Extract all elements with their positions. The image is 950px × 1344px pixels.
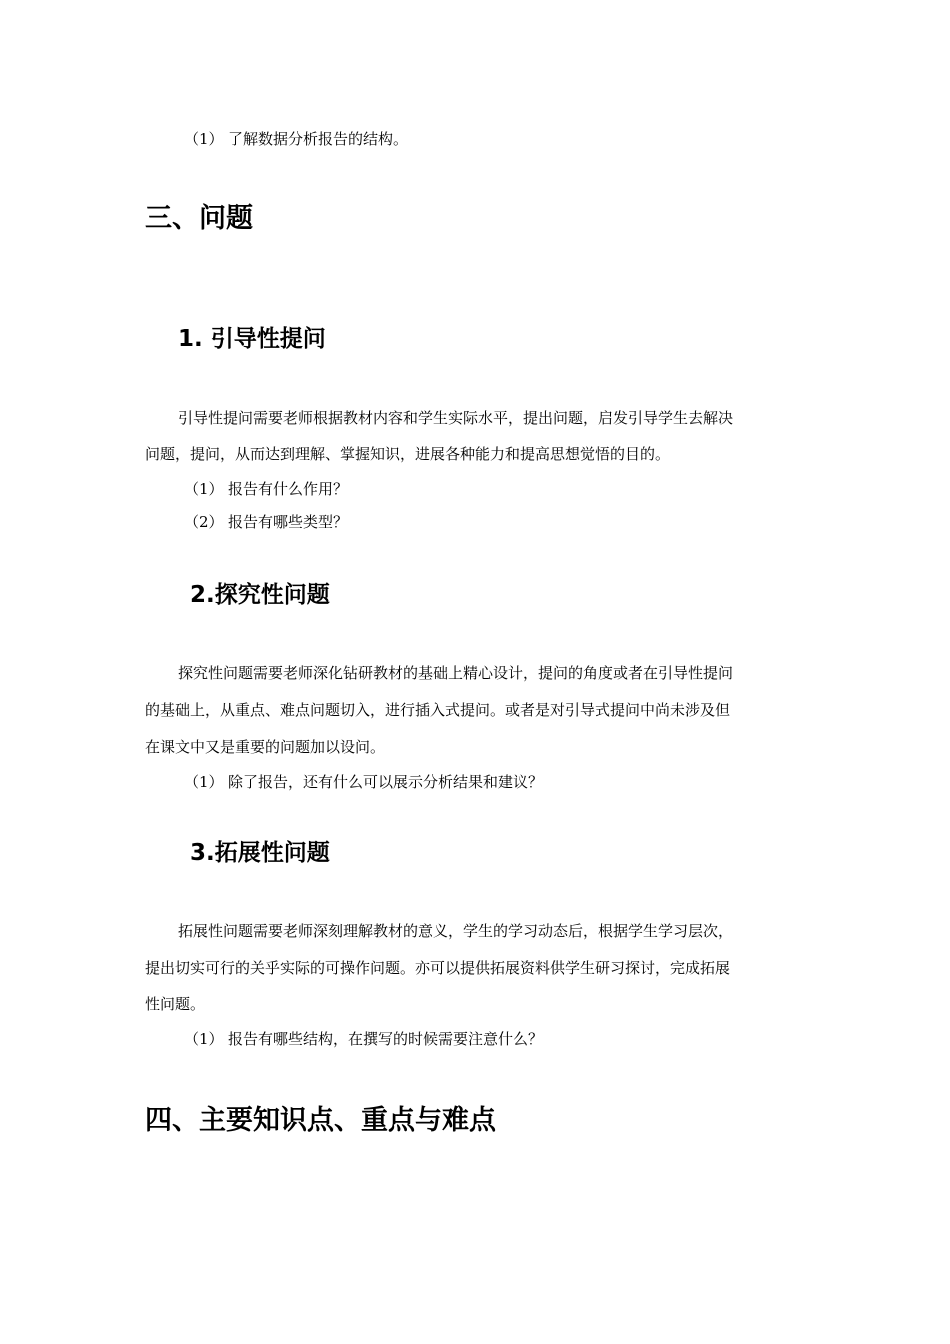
list-item: [184, 478, 348, 499]
list-text: 报告有什么作用？: [228, 480, 349, 498]
list-item: [184, 771, 543, 792]
paragraph-line: 引导性提问需要老师根据教材内容和学生实际水平，提出问题，启发引导学生去解决: [178, 409, 734, 427]
subheading-1: 1. 引导性提问: [178, 326, 326, 352]
paragraph-line: 拓展性问题需要老师深刻理解教材的意义，学生的学习动态后，根据学生学习层次，: [178, 922, 734, 940]
list-number: （1）: [184, 1030, 224, 1048]
list-item: [184, 1028, 543, 1049]
list-item: [184, 128, 408, 149]
paragraph-line: 的基础上，从重点、难点问题切入，进行插入式提问。或者是对引导式提问中尚未涉及但: [145, 701, 731, 719]
list-item: [184, 511, 348, 532]
subheading-2: 2.探究性问题: [190, 582, 330, 608]
paragraph-line: 在课文中又是重要的问题加以设问。: [145, 738, 386, 756]
list-number: （1）: [184, 773, 224, 791]
subheading-3: 3.拓展性问题: [190, 840, 330, 866]
list-text: 了解数据分析报告的结构。: [228, 130, 409, 148]
paragraph-line: 问题，提问，从而达到理解、掌握知识，进展各种能力和提高思想觉悟的目的。: [145, 445, 671, 463]
paragraph-line: 性问题。: [145, 995, 206, 1013]
paragraph-line: 提出切实可行的关乎实际的可操作问题。亦可以提供拓展资料供学生研习探讨，完成拓展: [145, 959, 731, 977]
paragraph-line: 探究性问题需要老师深化钻研教材的基础上精心设计，提问的角度或者在引导性提问: [178, 664, 734, 682]
list-text: 报告有哪些结构，在撰写的时候需要注意什么？: [228, 1030, 544, 1048]
section-heading-3: 三、问题: [145, 203, 253, 234]
section-heading-4: 四、主要知识点、重点与难点: [145, 1105, 496, 1136]
list-text: 报告有哪些类型？: [228, 513, 349, 531]
list-text: 除了报告，还有什么可以展示分析结果和建议？: [228, 773, 544, 791]
list-number: （1）: [184, 480, 224, 498]
list-number: （2）: [184, 513, 224, 531]
list-number: （1）: [184, 130, 224, 148]
